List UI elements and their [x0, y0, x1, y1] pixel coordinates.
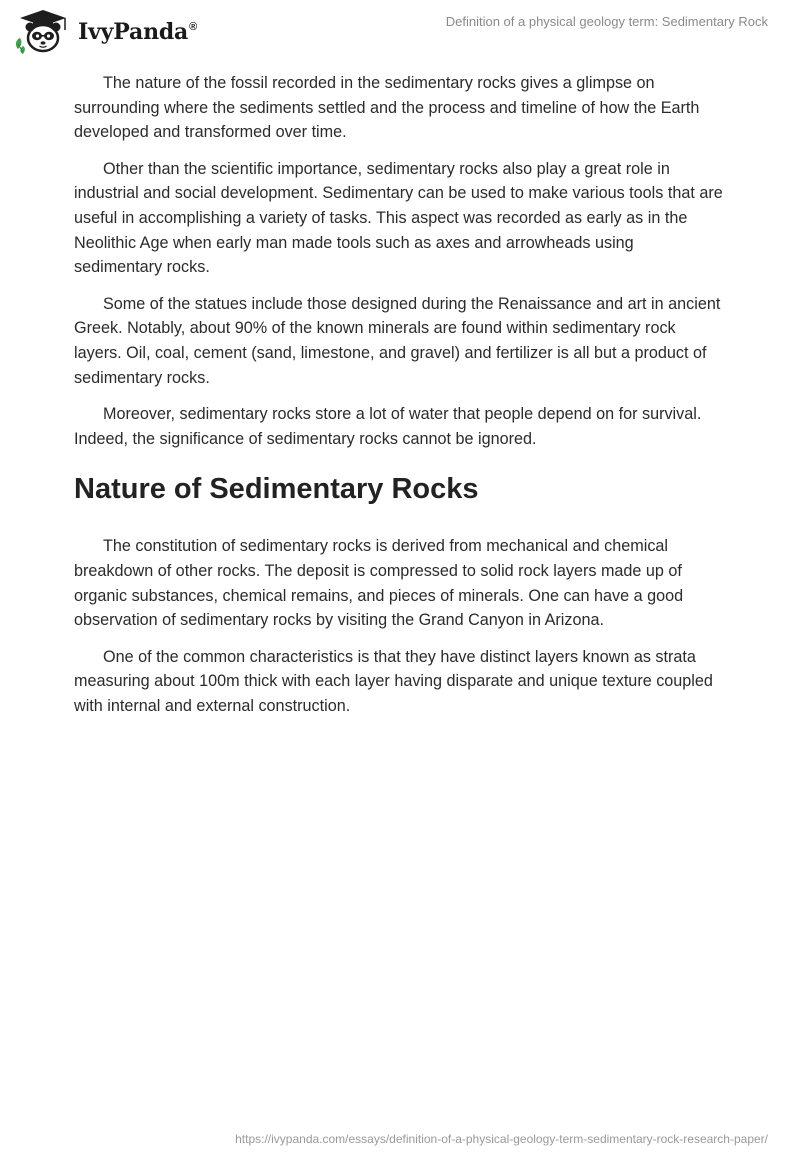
paragraph: The constitution of sedimentary rocks is derived from mechanical and chemical breakdown of other rocks. The deposit is compressed to solid rock layers made up of organic substances, chemical remains, and pieces of minerals. One can have a good observation of sedimentary rocks by visiting the Grand Canyon in Arizona. [74, 537, 684, 630]
essay-body [74, 71, 726, 730]
paragraph: Some of the statues include those designed during the Renaissance and art in ancient Greek. Notably, about 90% of the known minerals are found within sedimentary rock layers. Oil, coal, cement (sand, limestone, and gravel) and fertilizer is all but a product of sedimentary rocks. [74, 294, 721, 387]
page-header [0, 0, 800, 60]
paragraph: One of the common characteristics is that they have distinct layers known as strata measuring about 100m thick with each layer having disparate and unique texture coupled with internal and external construction. [74, 647, 713, 715]
logo-wordmark [78, 19, 197, 45]
logo-wordmark-text: IvyPanda [78, 19, 189, 45]
registered-mark: ® [189, 21, 198, 33]
section-heading: Nature of Sedimentary Rocks [74, 473, 479, 506]
paragraph: Other than the scientific importance, sedimentary rocks also play a great role in industrial and social development. Sedimentary can be used to make various tools that are useful in accomplishing a variety of tasks. This aspect was recorded as early as in the Neolithic Age when early man made tools such as axes and arrowheads using sedimentary rocks. [74, 159, 723, 277]
paragraph: The nature of the fossil recorded in the sedimentary rocks gives a glimpse on surrounding where the sediments settled and the process and timeline of how the Earth developed and transformed over time. [74, 74, 700, 142]
source-url-link[interactable]: https://ivypanda.com/essays/definition-of-a-physical-geology-term-sedimentary-rock-research-paper/ [235, 1132, 768, 1146]
document-title: Definition of a physical geology term: Sedimentary Rock [445, 14, 768, 29]
paragraph: Moreover, sedimentary rocks store a lot of water that people depend on for survival. Indeed, the significance of sedimentary rocks cannot be ignored. [74, 405, 702, 448]
ivypanda-logo[interactable] [14, 8, 197, 54]
panda-graduate-icon [14, 8, 72, 54]
